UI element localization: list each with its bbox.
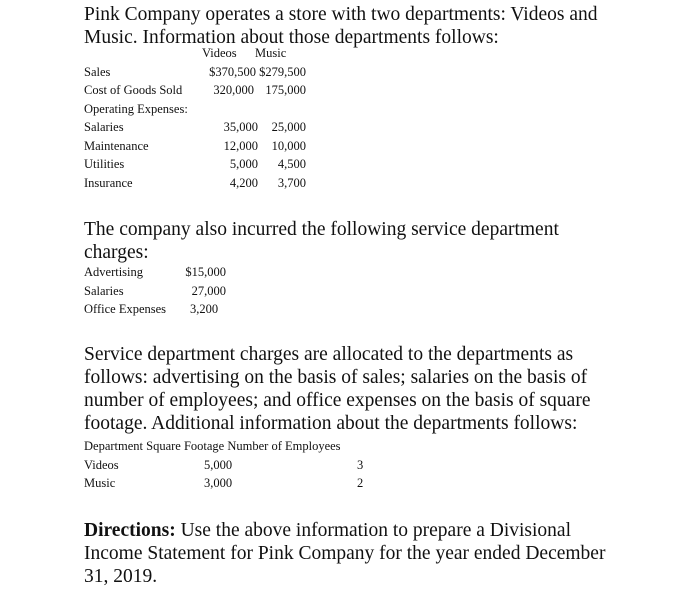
music-value: 10,000 <box>271 138 306 153</box>
table-row <box>84 63 324 82</box>
table-row <box>84 174 324 193</box>
music-value: $279,500 <box>259 64 306 79</box>
info-table-header: Department Square Footage Number of Employees <box>84 439 341 453</box>
row-label: Salaries <box>84 120 124 134</box>
department-info-header <box>84 437 374 456</box>
table-row <box>84 263 234 282</box>
videos-value: 320,000 <box>213 83 254 97</box>
directions-text: Use the above information to prepare a Divisional Income Statement for Pink Company for the year ended December 31, 2019. <box>84 520 606 587</box>
music-value: 25,000 <box>271 120 306 134</box>
row-label: Operating Expenses: <box>84 101 188 116</box>
table-row <box>84 474 374 493</box>
employees-value: 2 <box>357 476 364 490</box>
videos-value: 5,000 <box>229 157 258 171</box>
service-charges-table <box>84 263 234 319</box>
department-table-header <box>84 44 324 63</box>
service-intro-paragraph: The company also incurred the following service department charges: <box>84 219 559 263</box>
intro-paragraph: Pink Company operates a store with two departments: Videos and Music. Information about those departments follows: <box>84 4 598 48</box>
table-row <box>84 118 324 137</box>
amount-value: 3,200 <box>190 302 219 316</box>
row-label: Videos <box>84 457 119 472</box>
row-label: Sales <box>84 64 111 79</box>
row-label: Salaries <box>84 283 124 298</box>
music-value: 4,500 <box>277 157 306 171</box>
row-label: Insurance <box>84 175 133 190</box>
square-footage-value: 5,000 <box>204 457 233 472</box>
table-row <box>84 81 324 100</box>
header-videos: Videos <box>202 46 237 60</box>
header-music: Music <box>255 46 287 60</box>
amount-value: 27,000 <box>191 283 226 298</box>
table-row <box>84 282 234 301</box>
employees-value: 3 <box>357 457 364 472</box>
row-label: Music <box>84 476 116 490</box>
row-label: Cost of Goods Sold <box>84 83 183 97</box>
table-row <box>84 137 324 156</box>
videos-value: 4,200 <box>229 175 258 190</box>
music-value: 3,700 <box>277 175 306 190</box>
row-label: Utilities <box>84 157 125 171</box>
videos-value: 35,000 <box>223 120 258 134</box>
allocation-paragraph: Service department charges are allocated to the departments as follows: advertising on the basis of sales; salaries on the basis of number of employees; and office expenses on the basis of square footage. Additional information about the departments follows: <box>84 344 591 434</box>
table-row <box>84 155 324 174</box>
row-label: Office Expenses <box>84 302 167 316</box>
row-label: Advertising <box>84 265 144 279</box>
row-label: Maintenance <box>84 138 149 153</box>
directions-label: Directions: <box>84 520 176 541</box>
department-info-table <box>84 437 374 493</box>
videos-value: $370,500 <box>209 64 256 79</box>
directions-paragraph <box>84 519 614 588</box>
table-row <box>84 300 234 319</box>
table-row <box>84 100 324 119</box>
amount-value: $15,000 <box>185 265 226 279</box>
square-footage-value: 3,000 <box>204 476 233 490</box>
department-table <box>84 44 324 192</box>
videos-value: 12,000 <box>223 138 258 153</box>
table-row <box>84 456 374 475</box>
music-value: 175,000 <box>265 83 306 97</box>
